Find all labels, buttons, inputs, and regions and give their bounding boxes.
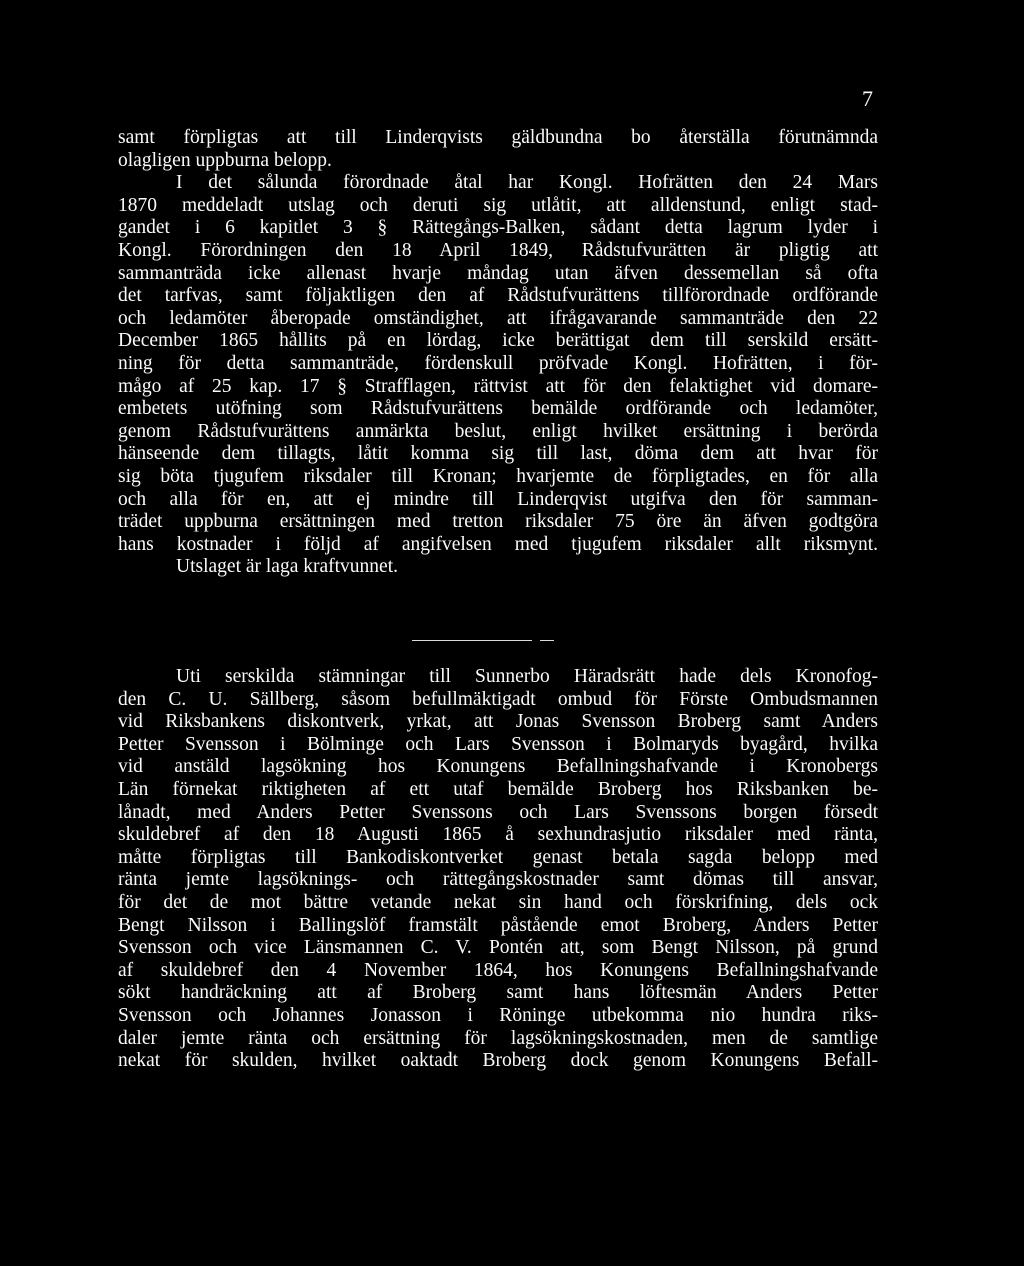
text-line: sökt handräckning att af Broberg samt hans löftesmän Anders Petter — [118, 982, 878, 1004]
text-line: Uti serskilda stämningar till Sunnerbo Häradsrätt hade dels Kronofog- — [176, 666, 878, 687]
text-line: I det sålunda förordnade åtal har Kongl. Hofrätten den 24 Mars — [176, 172, 878, 194]
text-line: gandet i 6 kapitlet 3 § Rättegångs-Balken, sådant detta lagrum lyder i — [118, 217, 878, 239]
text-line: Svensson och vice Länsmannen C. V. Pontén att, som Bengt Nilsson, på grund — [118, 937, 878, 959]
text-line: det tarfvas, samt följaktligen den af Rådstufvurättens tillförordnade ordförande — [118, 285, 878, 307]
text-line: skuldebref af den 18 Augusti 1865 å sexhundrasjutio riksdaler med ränta, — [118, 824, 878, 846]
text-line: af skuldebref den 4 November 1864, hos Konungens Befallningshafvande — [118, 959, 878, 981]
text-line: för det de mot bättre vetande nekat sin hand och förskrifning, dels ock — [118, 891, 878, 913]
text-line: ning för detta sammanträde, fördenskull pröfvade Kongl. Hofrätten, i för- — [118, 352, 878, 374]
text-line: mågo af 25 kap. 17 § Strafflagen, rättvist att för den felaktighet vid domare- — [118, 375, 878, 397]
text-line: olagligen uppburna belopp. — [118, 149, 332, 171]
text-line: sammanträda icke allenast hvarje måndag utan äfven dessemellan så ofta — [118, 262, 878, 284]
text-line: den C. U. Sällberg, såsom befullmäktigadt ombud för Förste Ombudsmannen — [118, 688, 878, 710]
text-line: och ledamöter åberopade omständighet, att ifrågavarande sammanträde den 22 — [118, 307, 878, 329]
text-line: hänseende dem tillagts, låtit komma sig till last, döma dem att hvar för — [118, 443, 878, 465]
text-line: Bengt Nilsson i Ballingslöf framstält påstående emot Broberg, Anders Petter — [118, 914, 878, 936]
paragraph-block-2 — [118, 666, 878, 1073]
text-line: genom Rådstufvurättens anmärkta beslut, enligt hvilket ersättning i berörda — [118, 420, 878, 442]
text-line: Utslaget är laga kraftvunnet. — [176, 556, 398, 578]
text-line: Län förnekat riktigheten af ett utaf bemälde Broberg hos Riksbanken be- — [118, 778, 878, 800]
text-line: och alla för en, att ej mindre till Linderqvist utgifva den för samman- — [118, 488, 878, 510]
page-number: 7 — [862, 86, 873, 111]
text-line: trädet uppburna ersättningen med tretton riksdaler 75 öre än äfven godtgöra — [118, 511, 878, 533]
text-line: nekat för skulden, hvilket oaktadt Broberg dock genom Konungens Befall- — [118, 1050, 878, 1072]
text-line: sig böta tjugufem riksdaler till Kronan; hvarjemte de förpligtades, en för alla — [118, 465, 878, 487]
section-separator — [412, 640, 532, 641]
text-line: Svensson och Johannes Jonasson i Röninge utbekomma nio hundra riks- — [118, 1004, 878, 1026]
text-line: vid anstäld lagsökning hos Konungens Befallningshafvande i Kronobergs — [118, 756, 878, 778]
text-line: lånadt, med Anders Petter Svenssons och Lars Svenssons borgen försedt — [118, 801, 878, 823]
text-line: måtte förpligtas till Bankodiskontverket genast betala sagda belopp med — [118, 846, 878, 868]
text-line: December 1865 hållits på en lördag, icke berättigat dem till serskild ersätt- — [118, 330, 878, 352]
paragraph-block-1 — [118, 127, 878, 579]
text-line: samt förpligtas att till Linderqvists gäldbundna bo återställa förutnämnda — [118, 127, 878, 148]
text-line: Petter Svensson i Bölminge och Lars Svensson i Bolmaryds byagård, hvilka — [118, 733, 878, 755]
text-line: daler jemte ränta och ersättning för lagsökningskostnaden, men de samtlige — [118, 1027, 878, 1049]
text-line: vid Riksbankens diskontverk, yrkat, att Jonas Svensson Broberg samt Anders — [118, 711, 878, 733]
text-line: embetets utöfning som Rådstufvurättens bemälde ordförande och ledamöter, — [118, 398, 878, 420]
text-line: hans kostnader i följd af angifvelsen med tjugufem riksdaler allt riksmynt. — [118, 533, 878, 555]
text-line: 1870 meddeladt utslag och deruti sig utlåtit, att alldenstund, enligt stad- — [118, 194, 878, 216]
text-line: ränta jemte lagsöknings- och rättegångskostnader samt dömas till ansvar, — [118, 869, 878, 891]
text-line: Kongl. Förordningen den 18 April 1849, Rådstufvurätten är pligtig att — [118, 239, 878, 261]
